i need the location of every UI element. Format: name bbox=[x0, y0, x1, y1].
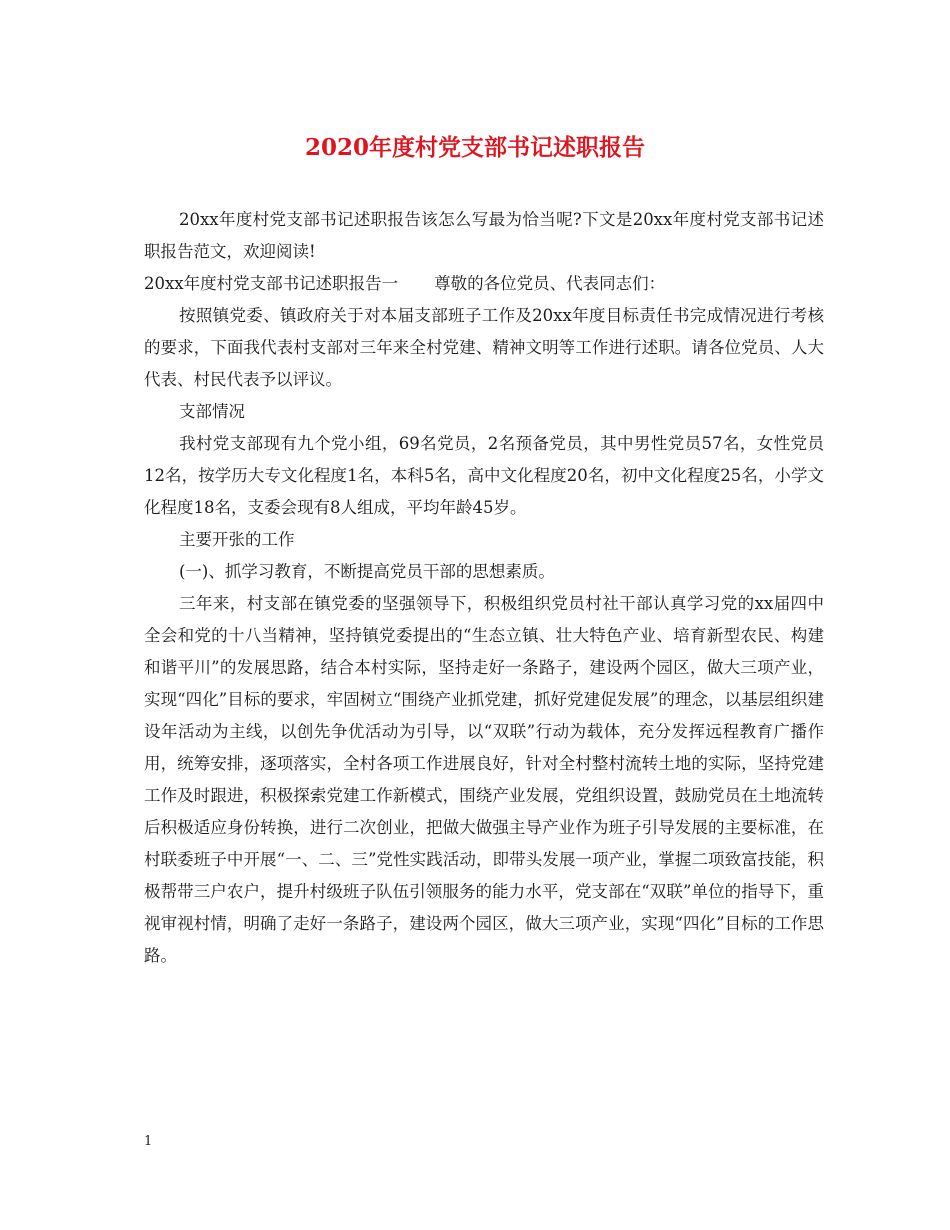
report-heading: 20xx年度村党支部书记述职报告一 bbox=[144, 274, 399, 293]
document-title: 2020年度村党支部书记述职报告 bbox=[304, 134, 645, 161]
paragraph-1: 按照镇党委、镇政府关于对本届支部班子工作及20xx年度目标责任书完成情况进行考核的要求，下面我代表村支部对三年来全村党建、精神文明等工作进行述职。请各位党员、人大代表、村民代表予以评议。 bbox=[144, 306, 824, 389]
intro-paragraph: 20xx年度村党支部书记述职报告该怎么写最为恰当呢?下文是20xx年度村党支部书记述职报告范文，欢迎阅读! bbox=[144, 210, 824, 261]
section-heading-2: 主要开张的工作 bbox=[179, 530, 295, 549]
paragraph-2: 我村党支部现有九个党小组，69名党员，2名预备党员，其中男性党员57名，女性党员12名，按学历大专文化程度1名，本科5名，高中文化程度20名，初中文化程度25名，小学文化程度18名，支委会现有8人组成，平均年龄45岁。 bbox=[144, 434, 824, 517]
salutation: 尊敬的各位党员、代表同志们： bbox=[434, 274, 666, 293]
page-number: 1 bbox=[144, 1134, 153, 1149]
subsection-heading-1: (一)、抓学习教育，不断提高党员干部的思想素质。 bbox=[179, 562, 555, 581]
document-body bbox=[144, 204, 824, 972]
paragraph-3: 三年来，村支部在镇党委的坚强领导下，积极组织党员村社干部认真学习党的xx届四中全会和党的十八当精神，坚持镇党委提出的“生态立镇、壮大特色产业、培育新型农民、构建和谐平川”的发展思路，结合本村实际，坚持走好一条路子，建设两个园区，做大三项产业，实现“四化”目标的要求，牢固树立“围绕产业抓党建，抓好党建促发展”的理念，以基层组织建设年活动为主线，以创先争优活动为引导，以“双联”行动为载体，充分发挥远程教育广播作用，统筹安排，逐项落实，全村各项工作进展良好，针对全村整村流转土地的实际，坚持党建工作及时跟进，积极探索党建工作新模式，围绕产业发展，党组织设置，鼓励党员在土地流转后积极适应身份转换，进行二次创业，把做大做强主导产业作为班子引导发展的主要标准，在村联委班子中开展“一、二、三”党性实践活动，即带头发展一项产业，掌握二项致富技能，积极帮带三户农户，提升村级班子队伍引领服务的能力水平，党支部在“双联”单位的指导下，重视审视村情，明确了走好一条路子，建设两个园区，做大三项产业，实现“四化”目标的工作思路。 bbox=[144, 594, 824, 965]
report-heading-line bbox=[144, 268, 824, 300]
section-heading-1: 支部情况 bbox=[179, 402, 245, 421]
